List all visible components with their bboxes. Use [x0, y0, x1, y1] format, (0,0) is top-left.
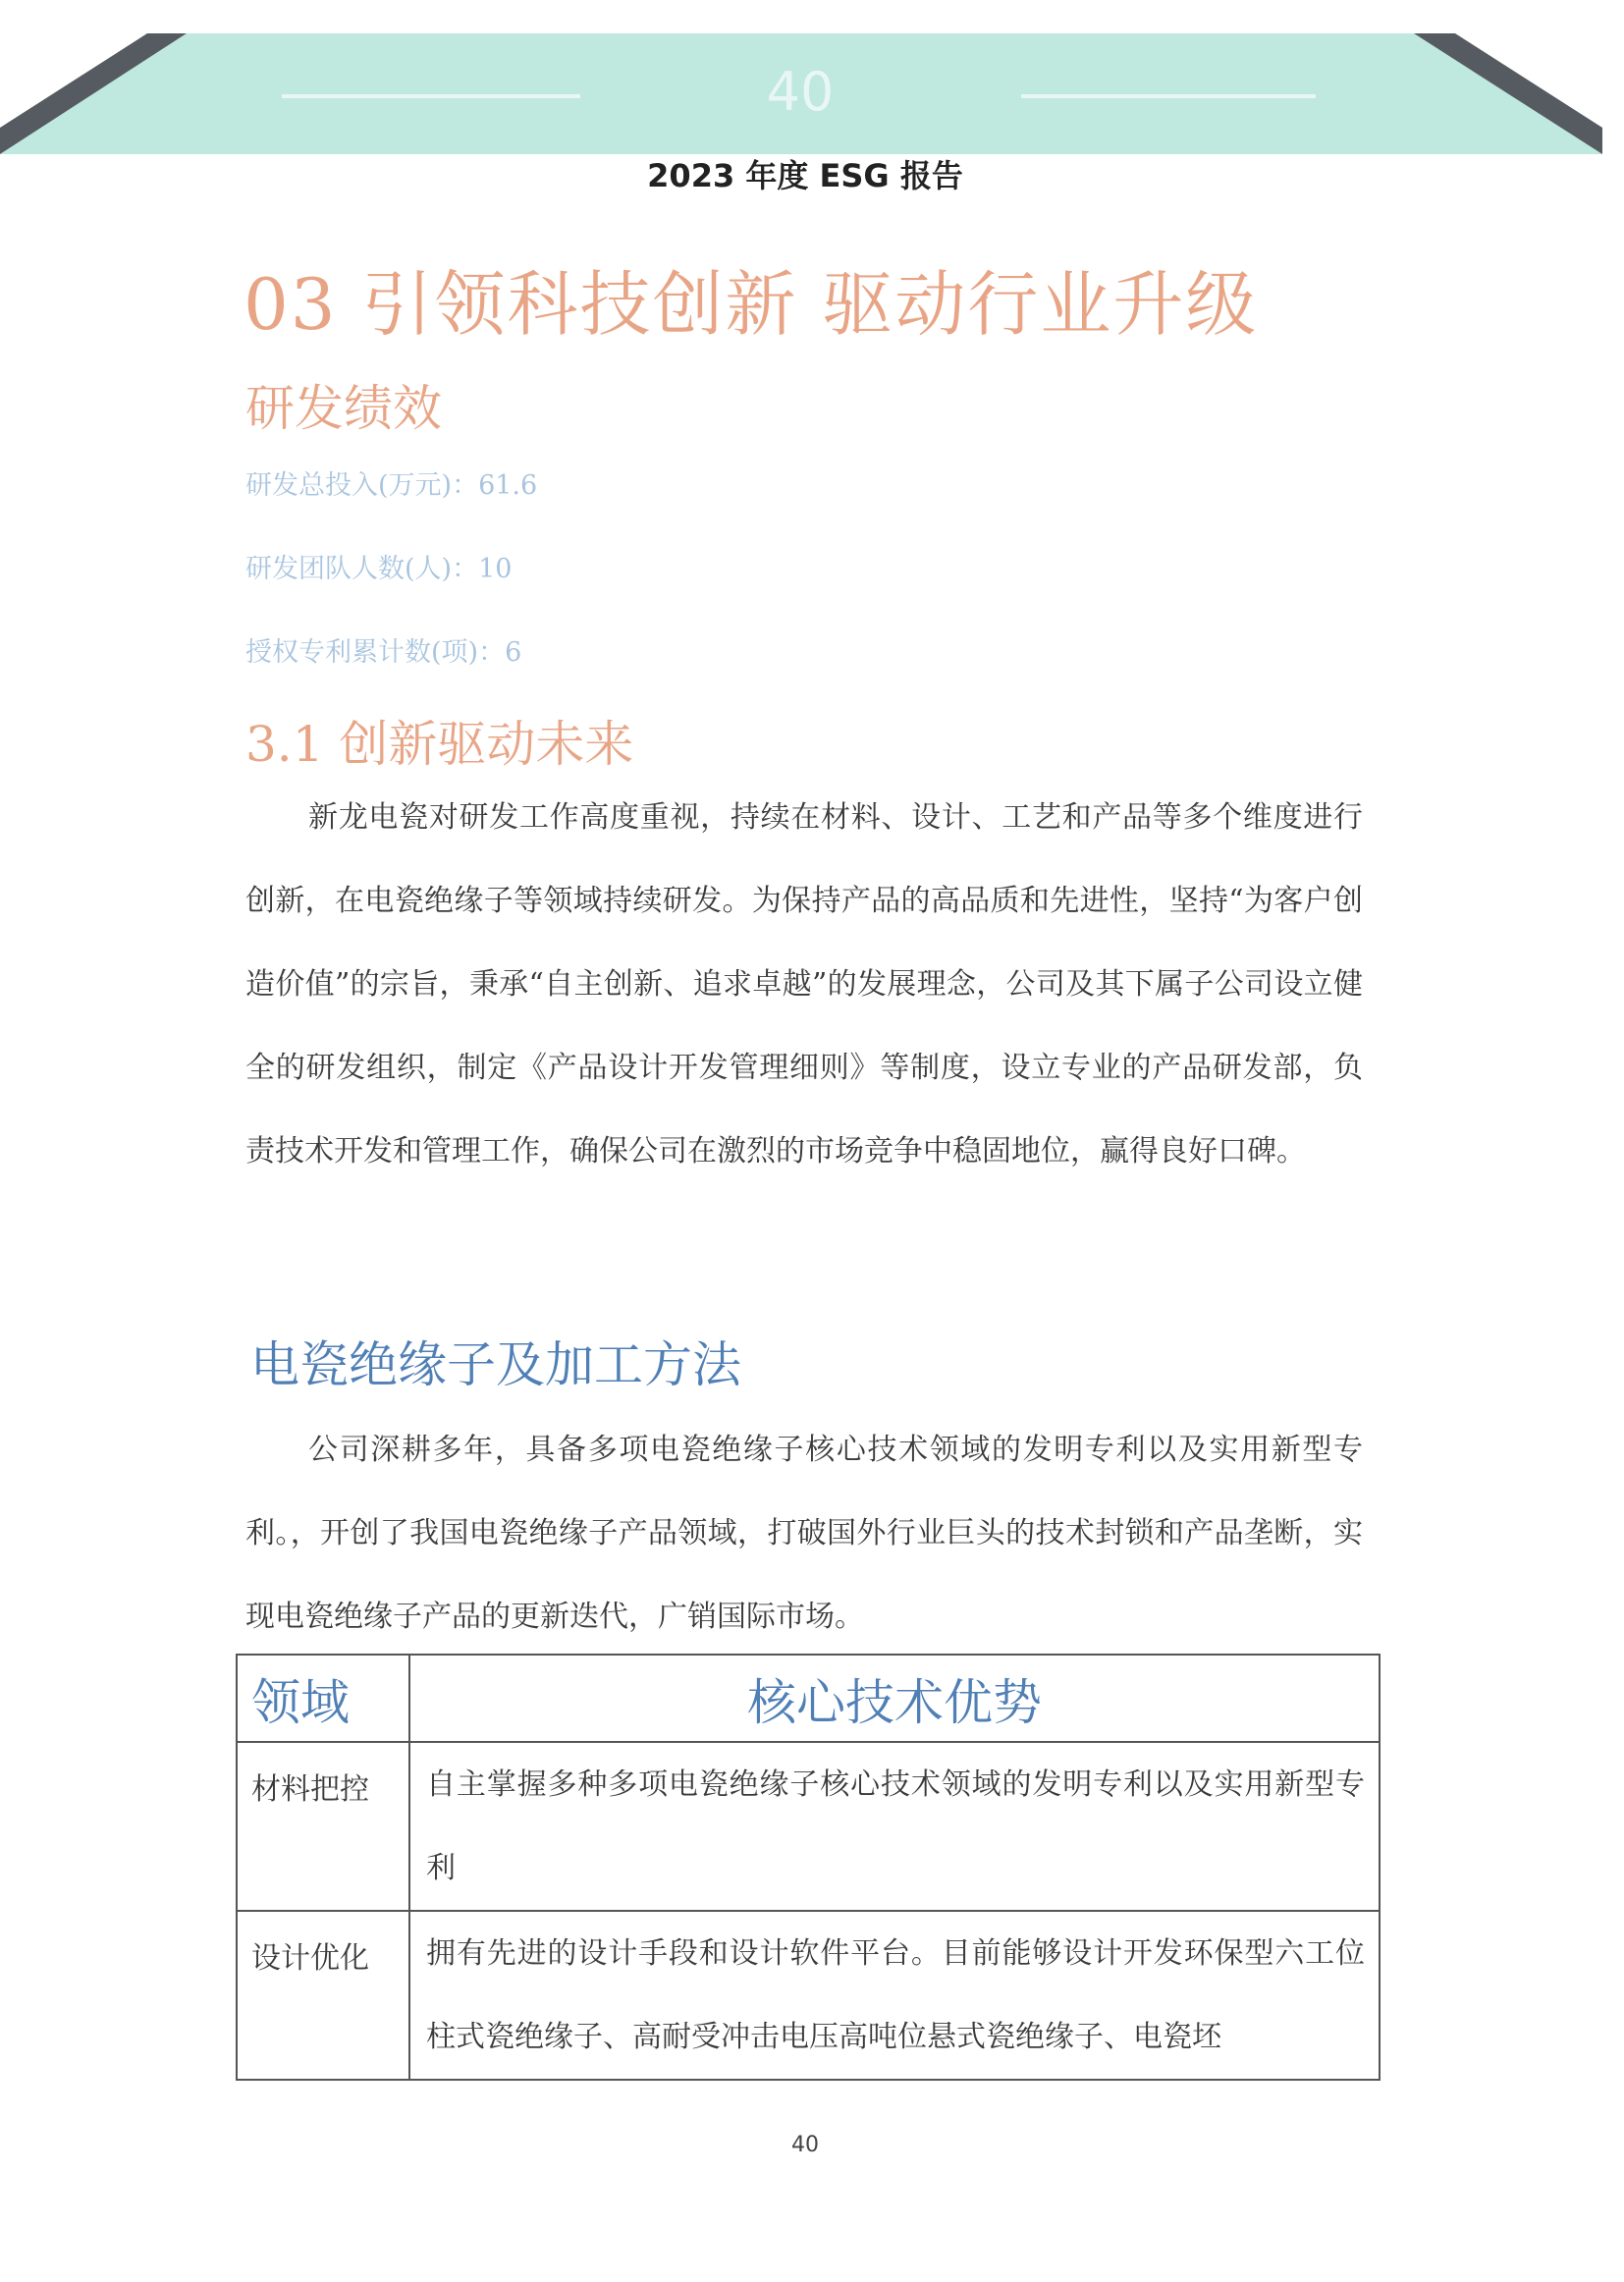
- table-cell-field: 材料把控: [237, 1742, 409, 1911]
- report-title: 2023 年度 ESG 报告: [647, 157, 963, 194]
- metric-rd-team-size: 研发团队人数(人)：10: [245, 554, 513, 584]
- core-tech-table: [236, 1654, 1380, 2081]
- table-cell-field: 设计优化: [237, 1911, 409, 2080]
- table-header-row: [237, 1655, 1380, 1742]
- corner-decoration-right: [1414, 33, 1602, 154]
- metric-granted-patents: 授权专利累计数(项)：6: [245, 637, 522, 668]
- rd-performance-heading: 研发绩效: [245, 380, 442, 437]
- header-rule-left: [282, 94, 580, 98]
- footer-page-number: 40: [791, 2133, 819, 2157]
- insulator-heading: 电瓷绝缘子及加工方法: [250, 1336, 741, 1393]
- header-rule-right: [1021, 94, 1316, 98]
- section-3-1-paragraph: 新龙电瓷对研发工作高度重视，持续在材料、设计、工艺和产品等多个维度进行创新，在电瓷绝缘子等领域持续研发。为保持产品的高品质和先进性，坚持“为客户创造价值”的宗旨，秉承“自主创新、追求卓越”的发展理念，公司及其下属子公司设立健全的研发组织，制定《产品设计开发管理细则》等制度，设立专业的产品研发部，负责技术开发和管理工作，确保公司在激烈的市场竞争中稳固地位，赢得良好口碑。: [245, 800, 1363, 1168]
- table-cell-advantage: 拥有先进的设计手段和设计软件平台。目前能够设计开发环保型六工位柱式瓷绝缘子、高耐受冲击电压高吨位悬式瓷绝缘子、电瓷坯: [409, 1911, 1380, 2080]
- corner-decoration-left: [0, 33, 187, 154]
- table-row: [237, 1911, 1380, 2080]
- table-row: [237, 1742, 1380, 1911]
- section-3-1-title: 3.1 创新驱动未来: [245, 716, 634, 773]
- header-page-number: 40: [766, 61, 835, 123]
- table-header-field: 领域: [237, 1655, 409, 1742]
- chapter-title: 03 引领科技创新 驱动行业升级: [244, 263, 1259, 346]
- metric-rd-investment: 研发总投入(万元)：61.6: [245, 470, 538, 501]
- table-header-advantage: 核心技术优势: [409, 1655, 1380, 1742]
- insulator-paragraph: 公司深耕多年，具备多项电瓷绝缘子核心技术领域的发明专利以及实用新型专利。，开创了我国电瓷绝缘子产品领域，打破国外行业巨头的技术封锁和产品垄断，实现电瓷绝缘子产品的更新迭代，广销国际市场。: [245, 1433, 1363, 1634]
- table-cell-advantage: 自主掌握多种多项电瓷绝缘子核心技术领域的发明专利以及实用新型专利: [409, 1742, 1380, 1911]
